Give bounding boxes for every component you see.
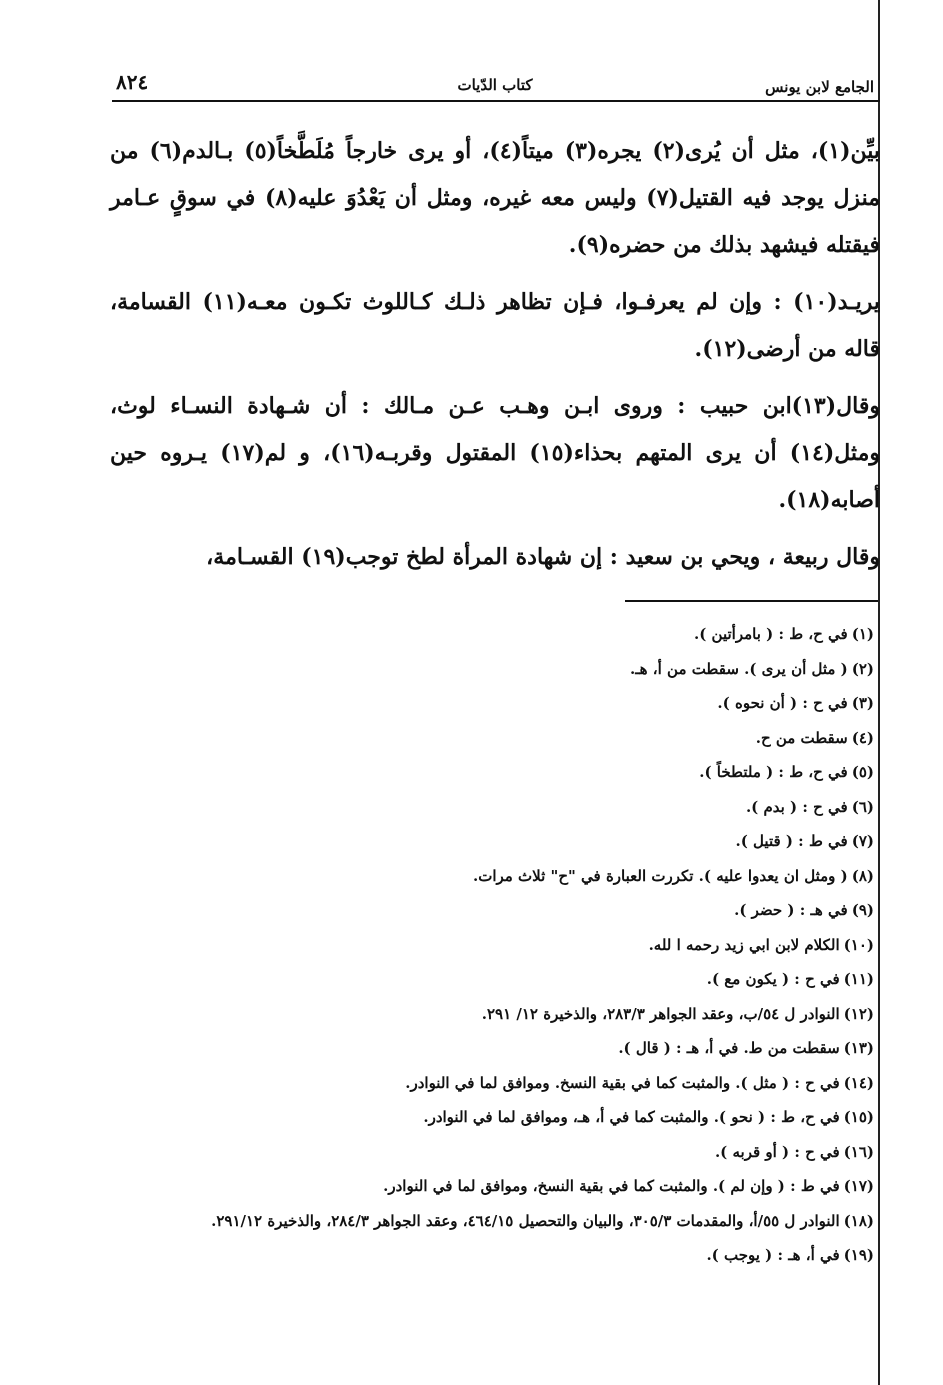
- footnote: [120, 1169, 874, 1204]
- footnote-text: في هـ : ( حضر ).: [734, 901, 848, 919]
- paragraph: وقال(١٣)ابن حبيب : وروى ابـن وهـب عـن مـالك : أن شـهادة النسـاء لوث، ومثل(١٤) أن يرى المتهم بحذاء(١٥) المقتول وقربـه(١٦)، و لم(١٧) يـروه حين أصابه(١٨).: [110, 393, 880, 513]
- footnote: [120, 617, 874, 652]
- footnote: [120, 1204, 874, 1239]
- footnote: [120, 962, 874, 997]
- footnote-text: ( مثل أن يرى ). سقطت من أ، هـ.: [630, 659, 848, 678]
- paragraph: بيِّن(١)، مثل أن يُرى(٢) يجره(٣) ميتاً(٤)، أو يرى خارجاً مُلَطَّخاً(٥) بـالدم(٦) من منزل يوجد فيه القتيل(٧) وليس معه غيره، ومثل أن يَعْدُوَ عليه(٨) في سوقٍ عـامر فيقتله فيشهد بذلك من حضره(٩).: [110, 138, 881, 258]
- page-header: [112, 70, 878, 100]
- footnote-text: في أ، هـ : ( يوجب ).: [706, 1246, 840, 1264]
- chapter-title: كتاب الدّيات: [457, 76, 533, 94]
- footnote-number: (٨): [851, 866, 874, 885]
- footnote-text: في ح : ( أن نحوه ).: [717, 694, 848, 712]
- footnote-text: الكلام لابن ابي زيد رحمه ا لله.: [648, 935, 840, 954]
- footnote-number: (١٧): [843, 1177, 874, 1195]
- footnote-number: (١٢): [843, 1004, 874, 1023]
- footnote-number: (٢): [851, 659, 874, 678]
- footnote-number: (٤): [851, 728, 874, 747]
- main-text: [110, 128, 880, 591]
- footnotes-list: [120, 617, 874, 1273]
- footnote: [120, 859, 874, 894]
- header-rule: [112, 100, 880, 102]
- footnote-text: ( ومثل ان يعدوا عليه ). تكررت العبارة في "ح" ثلاث مرات.: [473, 866, 848, 885]
- paragraph: يريـد(١٠) : وإن لم يعرفـوا، فـإن تظاهر ذلـك كـاللوث تكـون معـه(١١) القسامة، قاله من أرضى(١٢).: [110, 289, 880, 362]
- footnote-separator: [625, 600, 878, 602]
- footnote: [120, 1100, 874, 1135]
- footnote-number: (٦): [851, 797, 874, 816]
- paragraph: وقال ربيعة ، ويحي بن سعيد : إن شهادة المرأة لطخ توجب(١٩) القسـامة،: [206, 544, 880, 570]
- footnote-number: (١٦): [843, 1142, 874, 1161]
- footnote-text: في ح، ط : ( ملتطخاً ).: [699, 763, 848, 781]
- book-title: الجامع لابن يونس: [765, 78, 874, 96]
- footnote-text: في ط : ( وإن لم ). والمثبت كما في بقية النسخ، وموافق لما في النوادر.: [383, 1177, 840, 1195]
- footnote-text: في ح، ط : ( نحو ). والمثبت كما في أ، هـ، وموافق لما في النوادر.: [423, 1108, 840, 1126]
- footnote-text: في ط : ( قتيل ).: [735, 832, 848, 850]
- footnote-number: (١٣): [843, 1039, 874, 1057]
- page-number: ٨٢٤: [116, 70, 149, 94]
- footnote: [120, 790, 874, 825]
- footnote-text: النوادر ل ٥٥/أ، والمقدمات ٣٠٥/٣، والبيان والتحصيل ٤٦٤/١٥، وعقد الجواهر ٢٨٤/٣، والذخيرة ٢٩١/١٢.: [211, 1211, 840, 1230]
- footnote-number: (٩): [851, 901, 874, 919]
- footnote-number: (١٤): [843, 1073, 874, 1092]
- footnote: [120, 997, 874, 1032]
- footnote-text: في ح : ( أو قربه ).: [714, 1142, 840, 1161]
- footnote: [120, 824, 874, 859]
- footnote: [120, 1135, 874, 1170]
- footnote-number: (١٥): [843, 1108, 874, 1126]
- footnote-number: (٧): [851, 832, 874, 850]
- footnote: [120, 755, 874, 790]
- footnote-text: النوادر ل ٥٤/ب، وعقد الجواهر ٢٨٣/٣، والذخيرة ١٢/ ٢٩١.: [481, 1004, 840, 1023]
- footnote-text: سقطت من ط. في أ، هـ : ( قال ).: [618, 1039, 840, 1057]
- footnote-text: في ح : ( يكون مع ).: [706, 970, 840, 988]
- footnote-number: (١١): [843, 970, 874, 988]
- footnote: [120, 652, 874, 687]
- footnote-number: (٥): [851, 763, 874, 781]
- footnote: [120, 686, 874, 721]
- footnote: [120, 1031, 874, 1066]
- footnote-number: (٣): [851, 694, 874, 712]
- footnote-text: في ح : ( بدم ).: [745, 797, 848, 816]
- footnote: [120, 721, 874, 756]
- footnote-text: في ح : ( مثل ). والمثبت كما في بقية النسخ. وموافق لما في النوادر.: [405, 1073, 840, 1092]
- footnote-text: سقطت من ح.: [755, 728, 848, 747]
- footnote: [120, 893, 874, 928]
- footnote-number: (١٨): [843, 1211, 874, 1230]
- footnote-number: (١٠): [843, 935, 874, 954]
- footnote-number: (١): [851, 625, 874, 643]
- footnote: [120, 1238, 874, 1273]
- footnote: [120, 1066, 874, 1101]
- footnote-text: في ح، ط : ( بامرأتين ).: [694, 625, 848, 643]
- footnote-number: (١٩): [843, 1246, 874, 1264]
- footnote: [120, 928, 874, 963]
